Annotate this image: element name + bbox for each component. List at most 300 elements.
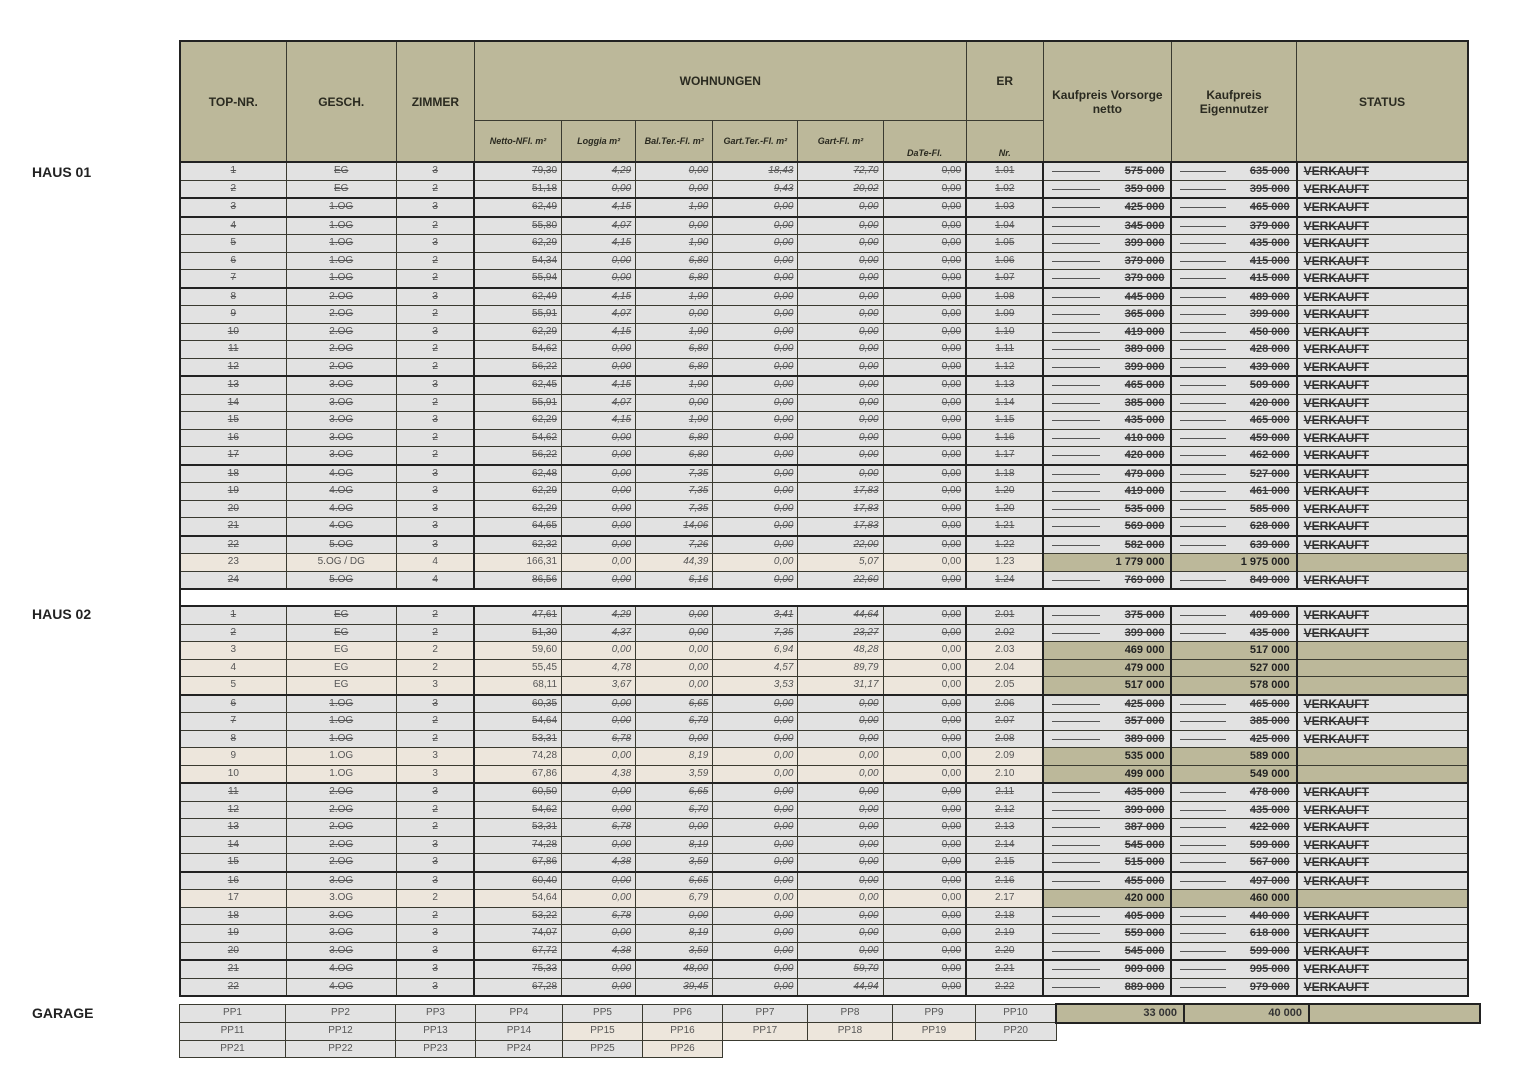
date-fl-cell: 0,00 bbox=[883, 500, 966, 518]
table-row[interactable] bbox=[180, 412, 1468, 430]
table-row[interactable] bbox=[180, 554, 1468, 572]
gart-fl-cell: 0,00 bbox=[798, 429, 883, 447]
top-nr-cell: 20 bbox=[180, 942, 286, 960]
zimmer-cell: 3 bbox=[396, 518, 474, 536]
er-nr-cell: 1.16 bbox=[966, 429, 1043, 447]
bal-ter-cell: 8,19 bbox=[636, 748, 713, 766]
kaufpreis-eigennutzer-cell: 435 000 bbox=[1171, 624, 1296, 642]
netto-nfl-cell: 54,62 bbox=[474, 341, 561, 359]
zimmer-cell: 4 bbox=[396, 571, 474, 589]
gesch-cell: 4.OG bbox=[286, 518, 396, 536]
bal-ter-cell: 14,06 bbox=[636, 518, 713, 536]
zimmer-cell: 3 bbox=[396, 323, 474, 341]
gart-ter-cell: 0,00 bbox=[713, 960, 798, 978]
table-row[interactable] bbox=[180, 890, 1468, 908]
table-row[interactable] bbox=[180, 624, 1468, 642]
parking-space-cell[interactable]: PP9 bbox=[893, 1004, 976, 1023]
gart-ter-cell: 0,00 bbox=[713, 412, 798, 430]
kaufpreis-vorsorge-cell: 535 000 bbox=[1043, 748, 1171, 766]
gart-ter-cell: 0,00 bbox=[713, 217, 798, 235]
table-row[interactable] bbox=[180, 536, 1468, 554]
table-row[interactable] bbox=[180, 376, 1468, 394]
gesch-cell: 4.OG bbox=[286, 978, 396, 996]
kaufpreis-vorsorge-cell: 499 000 bbox=[1043, 765, 1171, 783]
netto-nfl-cell: 62,29 bbox=[474, 235, 561, 253]
parking-space-cell[interactable]: PP15 bbox=[563, 1023, 643, 1041]
date-fl-cell: 0,00 bbox=[883, 270, 966, 288]
parking-space-cell[interactable]: PP26 bbox=[643, 1040, 723, 1058]
zimmer-cell: 2 bbox=[396, 252, 474, 270]
parking-space-cell[interactable]: PP12 bbox=[286, 1023, 396, 1041]
table-row[interactable] bbox=[180, 358, 1468, 376]
empty-cell bbox=[1309, 1040, 1480, 1058]
gart-ter-cell: 7,35 bbox=[713, 624, 798, 642]
table-row[interactable] bbox=[180, 907, 1468, 925]
netto-nfl-cell: 51,18 bbox=[474, 180, 561, 198]
gesch-cell: 2.OG bbox=[286, 306, 396, 324]
loggia-cell: 4,07 bbox=[562, 394, 636, 412]
kaufpreis-vorsorge-cell: 545 000 bbox=[1043, 942, 1171, 960]
bal-ter-cell: 6,80 bbox=[636, 270, 713, 288]
header-wohnungen: WOHNUNGEN bbox=[474, 41, 966, 121]
bal-ter-cell: 6,65 bbox=[636, 695, 713, 713]
table-row[interactable] bbox=[180, 978, 1468, 996]
loggia-cell: 0,00 bbox=[562, 252, 636, 270]
gart-ter-cell: 0,00 bbox=[713, 695, 798, 713]
top-nr-cell: 3 bbox=[180, 198, 286, 217]
bal-ter-cell: 1,90 bbox=[636, 235, 713, 253]
netto-nfl-cell: 62,49 bbox=[474, 198, 561, 217]
parking-space-cell[interactable]: PP24 bbox=[476, 1040, 563, 1058]
bal-ter-cell: 3,59 bbox=[636, 765, 713, 783]
table-row[interactable] bbox=[180, 925, 1468, 943]
header-bal-ter: Bal.Ter.-Fl. m² bbox=[636, 121, 713, 163]
table-row[interactable] bbox=[180, 748, 1468, 766]
table-row[interactable] bbox=[180, 447, 1468, 465]
table-row[interactable] bbox=[180, 323, 1468, 341]
date-fl-cell: 0,00 bbox=[883, 447, 966, 465]
status-cell: VERKAUFT bbox=[1297, 270, 1468, 288]
table-row[interactable] bbox=[180, 942, 1468, 960]
section-label-haus01: HAUS 01 bbox=[32, 164, 92, 180]
er-nr-cell: 1.11 bbox=[966, 341, 1043, 359]
bal-ter-cell: 0,00 bbox=[636, 217, 713, 235]
parking-space-cell[interactable]: PP25 bbox=[563, 1040, 643, 1058]
er-nr-cell: 1.20 bbox=[966, 500, 1043, 518]
gart-ter-cell: 9,43 bbox=[713, 180, 798, 198]
table-row[interactable] bbox=[180, 306, 1468, 324]
gart-fl-cell: 17,83 bbox=[798, 500, 883, 518]
kaufpreis-eigennutzer-cell: 462 000 bbox=[1171, 447, 1296, 465]
gart-fl-cell: 0,00 bbox=[798, 252, 883, 270]
table-row[interactable] bbox=[180, 429, 1468, 447]
gart-ter-cell: 18,43 bbox=[713, 162, 798, 180]
zimmer-cell: 3 bbox=[396, 925, 474, 943]
loggia-cell: 4,15 bbox=[562, 323, 636, 341]
zimmer-cell: 2 bbox=[396, 270, 474, 288]
gart-ter-cell: 0,00 bbox=[713, 536, 798, 554]
table-row[interactable] bbox=[180, 198, 1468, 217]
gesch-cell: 5.OG bbox=[286, 536, 396, 554]
er-nr-cell: 1.03 bbox=[966, 198, 1043, 217]
status-cell: VERKAUFT bbox=[1297, 713, 1468, 731]
loggia-cell: 0,00 bbox=[562, 872, 636, 890]
table-row[interactable] bbox=[180, 288, 1468, 306]
date-fl-cell: 0,00 bbox=[883, 394, 966, 412]
status-cell: VERKAUFT bbox=[1297, 180, 1468, 198]
bal-ter-cell: 0,00 bbox=[636, 642, 713, 660]
zimmer-cell: 2 bbox=[396, 890, 474, 908]
netto-nfl-cell: 74,07 bbox=[474, 925, 561, 943]
top-nr-cell: 9 bbox=[180, 748, 286, 766]
status-cell: VERKAUFT bbox=[1297, 571, 1468, 589]
table-row[interactable] bbox=[180, 730, 1468, 748]
kaufpreis-vorsorge-cell: 575 000 bbox=[1043, 162, 1171, 180]
loggia-cell: 4,78 bbox=[562, 659, 636, 677]
table-row[interactable] bbox=[180, 642, 1468, 660]
gart-ter-cell: 0,00 bbox=[713, 198, 798, 217]
gart-fl-cell: 0,00 bbox=[798, 854, 883, 872]
top-nr-cell: 22 bbox=[180, 536, 286, 554]
table-row[interactable] bbox=[180, 659, 1468, 677]
gart-ter-cell: 0,00 bbox=[713, 429, 798, 447]
kaufpreis-vorsorge-cell: 559 000 bbox=[1043, 925, 1171, 943]
top-nr-cell: 4 bbox=[180, 217, 286, 235]
bal-ter-cell: 0,00 bbox=[636, 180, 713, 198]
netto-nfl-cell: 56,22 bbox=[474, 447, 561, 465]
kaufpreis-eigennutzer-cell: 428 000 bbox=[1171, 341, 1296, 359]
zimmer-cell: 3 bbox=[396, 765, 474, 783]
gart-fl-cell: 22,00 bbox=[798, 536, 883, 554]
kaufpreis-eigennutzer-cell: 549 000 bbox=[1171, 765, 1296, 783]
netto-nfl-cell: 55,94 bbox=[474, 270, 561, 288]
top-nr-cell: 18 bbox=[180, 907, 286, 925]
empty-cell bbox=[893, 1040, 976, 1058]
loggia-cell: 0,00 bbox=[562, 358, 636, 376]
er-nr-cell: 2.06 bbox=[966, 695, 1043, 713]
header-status: STATUS bbox=[1297, 41, 1468, 162]
top-nr-cell: 7 bbox=[180, 713, 286, 731]
status-cell: VERKAUFT bbox=[1297, 376, 1468, 394]
zimmer-cell: 2 bbox=[396, 447, 474, 465]
kaufpreis-vorsorge-cell: 399 000 bbox=[1043, 235, 1171, 253]
er-nr-cell: 1.12 bbox=[966, 358, 1043, 376]
table-row[interactable] bbox=[180, 217, 1468, 235]
parking-space-cell[interactable]: PP3 bbox=[396, 1004, 476, 1023]
er-nr-cell: 1.14 bbox=[966, 394, 1043, 412]
bal-ter-cell: 1,90 bbox=[636, 412, 713, 430]
status-cell: VERKAUFT bbox=[1297, 695, 1468, 713]
status-cell: VERKAUFT bbox=[1297, 394, 1468, 412]
table-row[interactable] bbox=[180, 394, 1468, 412]
loggia-cell: 4,38 bbox=[562, 854, 636, 872]
kaufpreis-eigennutzer-cell: 599 000 bbox=[1171, 836, 1296, 854]
er-nr-cell: 1.23 bbox=[966, 554, 1043, 572]
parking-space-cell[interactable]: PP4 bbox=[476, 1004, 563, 1023]
table-row[interactable] bbox=[180, 162, 1468, 180]
er-nr-cell: 2.07 bbox=[966, 713, 1043, 731]
loggia-cell: 0,00 bbox=[562, 447, 636, 465]
kaufpreis-eigennutzer-cell: 979 000 bbox=[1171, 978, 1296, 996]
gesch-cell: 3.OG bbox=[286, 872, 396, 890]
table-row[interactable] bbox=[180, 483, 1468, 501]
top-nr-cell: 15 bbox=[180, 412, 286, 430]
status-cell: VERKAUFT bbox=[1297, 358, 1468, 376]
er-nr-cell: 1.08 bbox=[966, 288, 1043, 306]
top-nr-cell: 13 bbox=[180, 376, 286, 394]
gart-ter-cell: 0,00 bbox=[713, 554, 798, 572]
status-cell: VERKAUFT bbox=[1297, 836, 1468, 854]
kaufpreis-vorsorge-cell: 387 000 bbox=[1043, 819, 1171, 837]
zimmer-cell: 2 bbox=[396, 217, 474, 235]
bal-ter-cell: 0,00 bbox=[636, 659, 713, 677]
er-nr-cell: 2.04 bbox=[966, 659, 1043, 677]
kaufpreis-vorsorge-cell: 889 000 bbox=[1043, 978, 1171, 996]
top-nr-cell: 11 bbox=[180, 783, 286, 801]
status-cell: VERKAUFT bbox=[1297, 783, 1468, 801]
status-cell: VERKAUFT bbox=[1297, 536, 1468, 554]
netto-nfl-cell: 62,29 bbox=[474, 323, 561, 341]
parking-space-cell[interactable]: PP5 bbox=[563, 1004, 643, 1023]
gart-ter-cell: 0,00 bbox=[713, 571, 798, 589]
parking-space-cell[interactable]: PP19 bbox=[893, 1023, 976, 1041]
gart-fl-cell: 0,00 bbox=[798, 376, 883, 394]
gesch-cell: EG bbox=[286, 624, 396, 642]
gart-ter-cell: 0,00 bbox=[713, 890, 798, 908]
kaufpreis-eigennutzer-cell: 440 000 bbox=[1171, 907, 1296, 925]
date-fl-cell: 0,00 bbox=[883, 642, 966, 660]
top-nr-cell: 14 bbox=[180, 836, 286, 854]
er-nr-cell: 2.19 bbox=[966, 925, 1043, 943]
loggia-cell: 3,67 bbox=[562, 677, 636, 695]
table-row[interactable] bbox=[180, 765, 1468, 783]
zimmer-cell: 3 bbox=[396, 465, 474, 483]
parking-space-cell[interactable]: PP16 bbox=[643, 1023, 723, 1041]
table-row[interactable] bbox=[180, 960, 1468, 978]
parking-space-cell[interactable]: PP22 bbox=[286, 1040, 396, 1058]
loggia-cell: 0,00 bbox=[562, 180, 636, 198]
gart-fl-cell: 0,00 bbox=[798, 713, 883, 731]
empty-cell bbox=[1184, 1023, 1309, 1041]
header-zimmer: ZIMMER bbox=[396, 41, 474, 162]
netto-nfl-cell: 74,28 bbox=[474, 748, 561, 766]
gesch-cell: 4.OG bbox=[286, 960, 396, 978]
top-nr-cell: 1 bbox=[180, 162, 286, 180]
table-row[interactable] bbox=[180, 677, 1468, 695]
gart-ter-cell: 0,00 bbox=[713, 836, 798, 854]
garage-row bbox=[180, 1040, 1481, 1058]
gart-ter-cell: 0,00 bbox=[713, 819, 798, 837]
bal-ter-cell: 0,00 bbox=[636, 162, 713, 180]
table-row[interactable] bbox=[180, 854, 1468, 872]
er-nr-cell: 1.24 bbox=[966, 571, 1043, 589]
gesch-cell: 3.OG bbox=[286, 376, 396, 394]
empty-cell bbox=[1184, 1040, 1309, 1058]
bal-ter-cell: 0,00 bbox=[636, 730, 713, 748]
gart-fl-cell: 0,00 bbox=[798, 695, 883, 713]
gart-fl-cell: 0,00 bbox=[798, 217, 883, 235]
parking-space-cell[interactable]: PP20 bbox=[976, 1023, 1057, 1041]
kaufpreis-eigennutzer-cell: 459 000 bbox=[1171, 429, 1296, 447]
table-row[interactable] bbox=[180, 695, 1468, 713]
date-fl-cell: 0,00 bbox=[883, 180, 966, 198]
kaufpreis-eigennutzer-cell: 415 000 bbox=[1171, 252, 1296, 270]
gesch-cell: 2.OG bbox=[286, 358, 396, 376]
netto-nfl-cell: 54,64 bbox=[474, 890, 561, 908]
parking-space-cell[interactable]: PP21 bbox=[180, 1040, 286, 1058]
er-nr-cell: 2.10 bbox=[966, 765, 1043, 783]
table-row[interactable] bbox=[180, 836, 1468, 854]
empty-cell bbox=[1056, 1023, 1184, 1041]
top-nr-cell: 10 bbox=[180, 765, 286, 783]
empty-cell bbox=[723, 1040, 808, 1058]
gart-fl-cell: 0,00 bbox=[798, 465, 883, 483]
er-nr-cell: 2.21 bbox=[966, 960, 1043, 978]
parking-space-cell[interactable]: PP10 bbox=[976, 1004, 1057, 1023]
gart-ter-cell: 0,00 bbox=[713, 235, 798, 253]
parking-space-cell[interactable]: PP14 bbox=[476, 1023, 563, 1041]
bal-ter-cell: 1,90 bbox=[636, 376, 713, 394]
status-cell: VERKAUFT bbox=[1297, 429, 1468, 447]
loggia-cell: 0,00 bbox=[562, 270, 636, 288]
zimmer-cell: 3 bbox=[396, 162, 474, 180]
kaufpreis-vorsorge-cell: 375 000 bbox=[1043, 606, 1171, 624]
table-row[interactable] bbox=[180, 270, 1468, 288]
top-nr-cell: 13 bbox=[180, 819, 286, 837]
bal-ter-cell: 39,45 bbox=[636, 978, 713, 996]
er-nr-cell: 1.20 bbox=[966, 483, 1043, 501]
gesch-cell: 1.OG bbox=[286, 730, 396, 748]
loggia-cell: 0,00 bbox=[562, 713, 636, 731]
netto-nfl-cell: 47,61 bbox=[474, 606, 561, 624]
netto-nfl-cell: 166,31 bbox=[474, 554, 561, 572]
table-row[interactable] bbox=[180, 801, 1468, 819]
netto-nfl-cell: 55,91 bbox=[474, 394, 561, 412]
parking-space-cell[interactable]: PP13 bbox=[396, 1023, 476, 1041]
table-row[interactable] bbox=[180, 235, 1468, 253]
bal-ter-cell: 0,00 bbox=[636, 677, 713, 695]
date-fl-cell: 0,00 bbox=[883, 960, 966, 978]
empty-cell bbox=[808, 1040, 893, 1058]
status-cell: VERKAUFT bbox=[1297, 447, 1468, 465]
loggia-cell: 0,00 bbox=[562, 536, 636, 554]
gart-ter-cell: 0,00 bbox=[713, 978, 798, 996]
table-row[interactable] bbox=[180, 606, 1468, 624]
status-cell: VERKAUFT bbox=[1297, 288, 1468, 306]
gart-ter-cell: 0,00 bbox=[713, 465, 798, 483]
netto-nfl-cell: 62,48 bbox=[474, 465, 561, 483]
zimmer-cell: 3 bbox=[396, 235, 474, 253]
kaufpreis-eigennutzer-cell: 509 000 bbox=[1171, 376, 1296, 394]
kaufpreis-eigennutzer-cell: 395 000 bbox=[1171, 180, 1296, 198]
parking-space-cell[interactable]: PP2 bbox=[286, 1004, 396, 1023]
zimmer-cell: 3 bbox=[396, 872, 474, 890]
gesch-cell: 5.OG / DG bbox=[286, 554, 396, 572]
status-cell: VERKAUFT bbox=[1297, 198, 1468, 217]
table-row[interactable] bbox=[180, 819, 1468, 837]
table-row[interactable] bbox=[180, 465, 1468, 483]
status-cell: VERKAUFT bbox=[1297, 465, 1468, 483]
er-nr-cell: 2.17 bbox=[966, 890, 1043, 908]
date-fl-cell: 0,00 bbox=[883, 235, 966, 253]
table-row[interactable] bbox=[180, 783, 1468, 801]
parking-space-cell[interactable]: PP7 bbox=[723, 1004, 808, 1023]
kaufpreis-vorsorge-cell: 455 000 bbox=[1043, 872, 1171, 890]
table-row[interactable] bbox=[180, 872, 1468, 890]
gart-ter-cell: 0,00 bbox=[713, 748, 798, 766]
loggia-cell: 0,00 bbox=[562, 429, 636, 447]
status-cell: VERKAUFT bbox=[1297, 854, 1468, 872]
gart-ter-cell: 0,00 bbox=[713, 270, 798, 288]
kaufpreis-eigennutzer-cell: 415 000 bbox=[1171, 270, 1296, 288]
table-row[interactable] bbox=[180, 518, 1468, 536]
netto-nfl-cell: 55,45 bbox=[474, 659, 561, 677]
kaufpreis-eigennutzer-cell: 478 000 bbox=[1171, 783, 1296, 801]
er-nr-cell: 1.05 bbox=[966, 235, 1043, 253]
gart-ter-cell: 0,00 bbox=[713, 288, 798, 306]
gart-fl-cell: 0,00 bbox=[798, 801, 883, 819]
loggia-cell: 6,78 bbox=[562, 907, 636, 925]
table-row[interactable] bbox=[180, 500, 1468, 518]
status-cell: VERKAUFT bbox=[1297, 730, 1468, 748]
er-nr-cell: 1.01 bbox=[966, 162, 1043, 180]
table-row[interactable] bbox=[180, 252, 1468, 270]
table-row[interactable] bbox=[180, 180, 1468, 198]
kaufpreis-eigennutzer-cell: 639 000 bbox=[1171, 536, 1296, 554]
loggia-cell: 4,15 bbox=[562, 288, 636, 306]
loggia-cell: 0,00 bbox=[562, 978, 636, 996]
date-fl-cell: 0,00 bbox=[883, 872, 966, 890]
parking-space-cell[interactable]: PP17 bbox=[723, 1023, 808, 1041]
bal-ter-cell: 6,65 bbox=[636, 783, 713, 801]
gart-fl-cell: 0,00 bbox=[798, 942, 883, 960]
loggia-cell: 0,00 bbox=[562, 925, 636, 943]
bal-ter-cell: 6,80 bbox=[636, 341, 713, 359]
parking-space-cell[interactable]: PP6 bbox=[643, 1004, 723, 1023]
bal-ter-cell: 8,19 bbox=[636, 836, 713, 854]
table-row[interactable] bbox=[180, 713, 1468, 731]
kaufpreis-eigennutzer-cell: 527 000 bbox=[1171, 465, 1296, 483]
parking-space-cell[interactable]: PP18 bbox=[808, 1023, 893, 1041]
kaufpreis-eigennutzer-cell: 1 975 000 bbox=[1171, 554, 1296, 572]
er-nr-cell: 1.04 bbox=[966, 217, 1043, 235]
status-cell: VERKAUFT bbox=[1297, 942, 1468, 960]
table-row[interactable] bbox=[180, 341, 1468, 359]
loggia-cell: 0,00 bbox=[562, 836, 636, 854]
er-nr-cell: 2.18 bbox=[966, 907, 1043, 925]
loggia-cell: 4,07 bbox=[562, 306, 636, 324]
section-label-haus02: HAUS 02 bbox=[32, 606, 92, 622]
gart-ter-cell: 3,53 bbox=[713, 677, 798, 695]
date-fl-cell: 0,00 bbox=[883, 942, 966, 960]
loggia-cell: 0,00 bbox=[562, 554, 636, 572]
zimmer-cell: 2 bbox=[396, 606, 474, 624]
table-row[interactable] bbox=[180, 571, 1468, 589]
date-fl-cell: 0,00 bbox=[883, 748, 966, 766]
parking-space-cell[interactable]: PP8 bbox=[808, 1004, 893, 1023]
loggia-cell: 6,78 bbox=[562, 730, 636, 748]
parking-space-cell[interactable]: PP1 bbox=[180, 1004, 286, 1023]
kaufpreis-eigennutzer-cell: 420 000 bbox=[1171, 394, 1296, 412]
parking-space-cell[interactable]: PP11 bbox=[180, 1023, 286, 1041]
er-nr-cell: 1.22 bbox=[966, 536, 1043, 554]
gart-fl-cell: 0,00 bbox=[798, 783, 883, 801]
gesch-cell: EG bbox=[286, 162, 396, 180]
gart-ter-cell: 0,00 bbox=[713, 447, 798, 465]
gesch-cell: 1.OG bbox=[286, 765, 396, 783]
parking-space-cell[interactable]: PP23 bbox=[396, 1040, 476, 1058]
gesch-cell: 3.OG bbox=[286, 429, 396, 447]
